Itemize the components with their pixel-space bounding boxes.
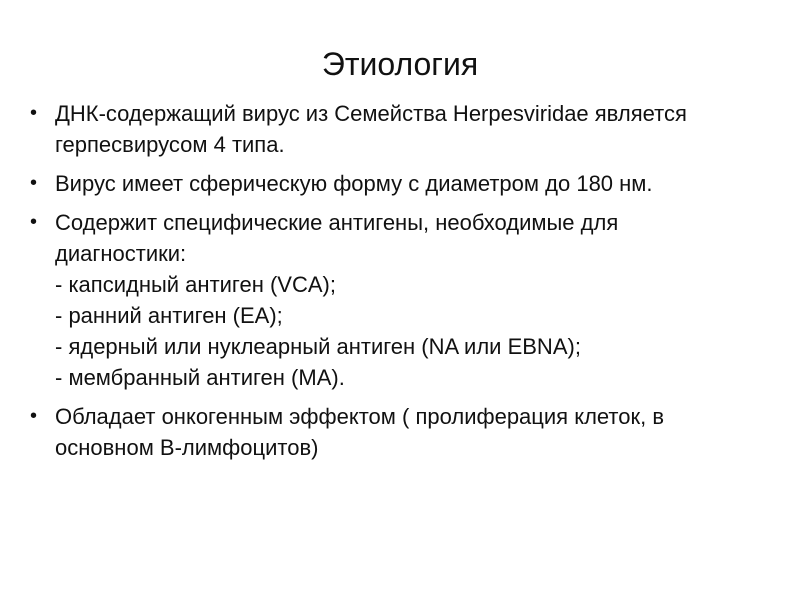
bullet-text [55,168,770,199]
bullet-text [55,207,770,393]
bullet-item-antigens [30,207,770,393]
antigen-line-ma: - мембранный антиген (MA). [55,365,345,390]
bullet-line: Обладает онкогенным эффектом ( пролиферация клеток, в [55,404,665,429]
bullet-line: Содержит специфические антигены, необходимые для [55,210,619,235]
bullet-line: Вирус имеет сферическую форму с диаметром до 180 нм. [55,171,653,196]
bullet-item-oncogenic [30,401,770,463]
bullet-line: основном В-лимфоцитов) [55,435,319,460]
bullet-line: диагностики: [55,241,187,266]
bullet-dot-icon: • [30,211,38,233]
bullet-dot-icon: • [30,405,38,427]
bullet-text [55,98,770,160]
slide-title: Этиология [321,46,479,82]
bullet-dot-icon: • [30,172,38,194]
bullet-dot-icon: • [30,102,38,124]
bullet-item-virus-shape [30,168,770,199]
antigen-line-vca: - капсидный антиген (VCA); [55,272,336,297]
bullet-line: ДНК-содержащий вирус из Семейства Herpesviridae является [55,101,687,126]
bullet-item-virus-family [30,98,770,160]
antigen-line-ea: - ранний антиген (EA); [55,303,283,328]
bullet-line: герпесвирусом 4 типа. [55,132,285,157]
antigen-line-na: - ядерный или нуклеарный антиген (NA или EBNA); [55,334,581,359]
bullet-list [30,98,770,471]
bullet-text [55,401,770,463]
